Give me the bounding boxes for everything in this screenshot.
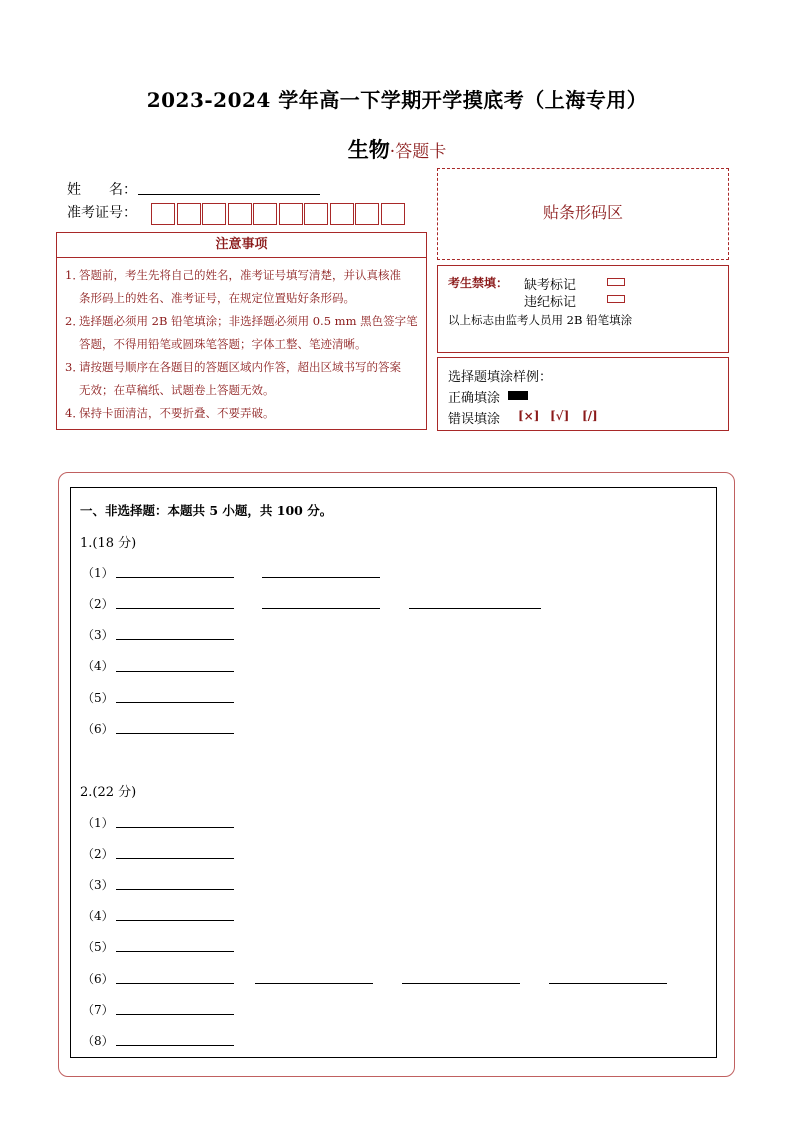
- notice-item: 3．请按题号顺序在各题目的答题区域内作答，超出区域书写的答案 无效；在草稿纸、试题卷上答题无效。: [65, 360, 401, 397]
- answer-blank[interactable]: [116, 702, 234, 703]
- answer-blank[interactable]: [116, 951, 234, 952]
- answer-blank[interactable]: [116, 608, 234, 609]
- section-heading: 一、非选择题：本题共 5 小题，共 100 分。: [80, 503, 333, 518]
- q1-sub-label: （2）: [82, 597, 114, 611]
- answer-area: [70, 487, 717, 1058]
- question-2-title: 2.(22 分): [80, 785, 137, 800]
- answer-blank[interactable]: [116, 1045, 234, 1046]
- q2-sub-label: （7）: [82, 1003, 114, 1017]
- q1-sub-label: （6）: [82, 722, 114, 736]
- wrong-example-check: [√]: [550, 409, 570, 423]
- question-1-title: 1.(18 分): [80, 536, 137, 551]
- answer-blank[interactable]: [116, 577, 234, 578]
- q2-sub-label: （1）: [82, 816, 114, 830]
- correct-fill-label: 正确填涂: [448, 391, 501, 406]
- fill-sample-box: [437, 357, 729, 431]
- q2-sub-label: （6）: [82, 972, 114, 986]
- q2-sub-label: （4）: [82, 909, 114, 923]
- exam-id-label: 准考证号：: [67, 205, 137, 221]
- wrong-example-slash: [/]: [582, 409, 598, 423]
- answer-blank[interactable]: [255, 983, 373, 984]
- answer-blank[interactable]: [262, 608, 380, 609]
- absent-mark-box[interactable]: [607, 278, 625, 286]
- subtitle-separator: ·: [389, 142, 396, 162]
- answer-blank[interactable]: [116, 671, 234, 672]
- answer-blank[interactable]: [116, 639, 234, 640]
- answer-blank[interactable]: [116, 889, 234, 890]
- exam-id-digit-box[interactable]: [253, 203, 277, 225]
- name-field[interactable]: [138, 193, 320, 195]
- exam-id-digit-box[interactable]: [381, 203, 405, 225]
- q2-sub-label: （8）: [82, 1034, 114, 1048]
- q1-sub-label: （4）: [82, 659, 114, 673]
- q2-sub-label: （3）: [82, 878, 114, 892]
- exam-id-digit-box[interactable]: [279, 203, 303, 225]
- q1-sub-label: （3）: [82, 628, 114, 642]
- subtitle: [0, 134, 794, 164]
- notice-item: 2．选择题必须用 2B 铅笔填涂；非选择题必须用 0.5 mm 黑色签字笔 答题，不得用铅笔或圆珠笔答题；字体工整、笔迹清晰。: [65, 314, 418, 351]
- exam-id-digit-box[interactable]: [151, 203, 175, 225]
- exam-id-digit-box[interactable]: [202, 203, 226, 225]
- answer-blank[interactable]: [116, 733, 234, 734]
- exam-id-digit-box[interactable]: [177, 203, 201, 225]
- answer-blank[interactable]: [116, 827, 234, 828]
- exam-id-digit-box[interactable]: [330, 203, 354, 225]
- answer-blank[interactable]: [116, 920, 234, 921]
- name-label: 姓 名：: [67, 182, 137, 198]
- violation-mark-label: 违纪标记: [524, 295, 577, 310]
- sample-title: 选择题填涂样例：: [448, 370, 553, 385]
- notice-box: [56, 232, 427, 430]
- violation-mark-box[interactable]: [607, 295, 625, 303]
- answer-blank[interactable]: [116, 983, 234, 984]
- answer-blank[interactable]: [116, 1014, 234, 1015]
- absent-mark-label: 缺考标记: [524, 278, 577, 293]
- exam-id-digit-box[interactable]: [304, 203, 328, 225]
- proctor-note: 以上标志由监考人员用 2B 铅笔填涂: [448, 313, 633, 327]
- answer-blank[interactable]: [549, 983, 667, 984]
- notice-item: 4．保持卡面清洁，不要折叠、不要弄破。: [65, 406, 275, 420]
- answer-blank[interactable]: [402, 983, 520, 984]
- wrong-fill-label: 错误填涂: [448, 412, 501, 427]
- proctor-marks-box: [437, 265, 729, 353]
- q2-sub-label: （2）: [82, 847, 114, 861]
- answer-blank[interactable]: [409, 608, 541, 609]
- q1-sub-label: （1）: [82, 566, 114, 580]
- exam-id-digit-box[interactable]: [355, 203, 379, 225]
- exam-id-digit-box[interactable]: [228, 203, 252, 225]
- exam-id-boxes: [151, 203, 406, 225]
- barcode-area: 贴条形码区: [437, 168, 729, 260]
- correct-fill-example: [508, 391, 528, 400]
- notice-list: [57, 258, 426, 425]
- exam-title: 2023-2024 学年高一下学期开学摸底考（上海专用）: [146, 88, 648, 112]
- notice-item: 1．答题前，考生先将自己的姓名，准考证号填写清楚，并认真核准 条形码上的姓名、准考证号，在规定位置贴好条形码。: [65, 268, 401, 305]
- q1-sub-label: （5）: [82, 691, 114, 705]
- q2-sub-label: （5）: [82, 940, 114, 954]
- answer-blank[interactable]: [262, 577, 380, 578]
- subject-name: 生物: [347, 137, 390, 162]
- notice-heading: 注意事项: [57, 233, 426, 258]
- answer-blank[interactable]: [116, 858, 234, 859]
- forbidden-label: 考生禁填：: [448, 276, 509, 290]
- wrong-example-cross: [×]: [518, 409, 540, 423]
- answer-card-label: 答题卡: [395, 142, 447, 162]
